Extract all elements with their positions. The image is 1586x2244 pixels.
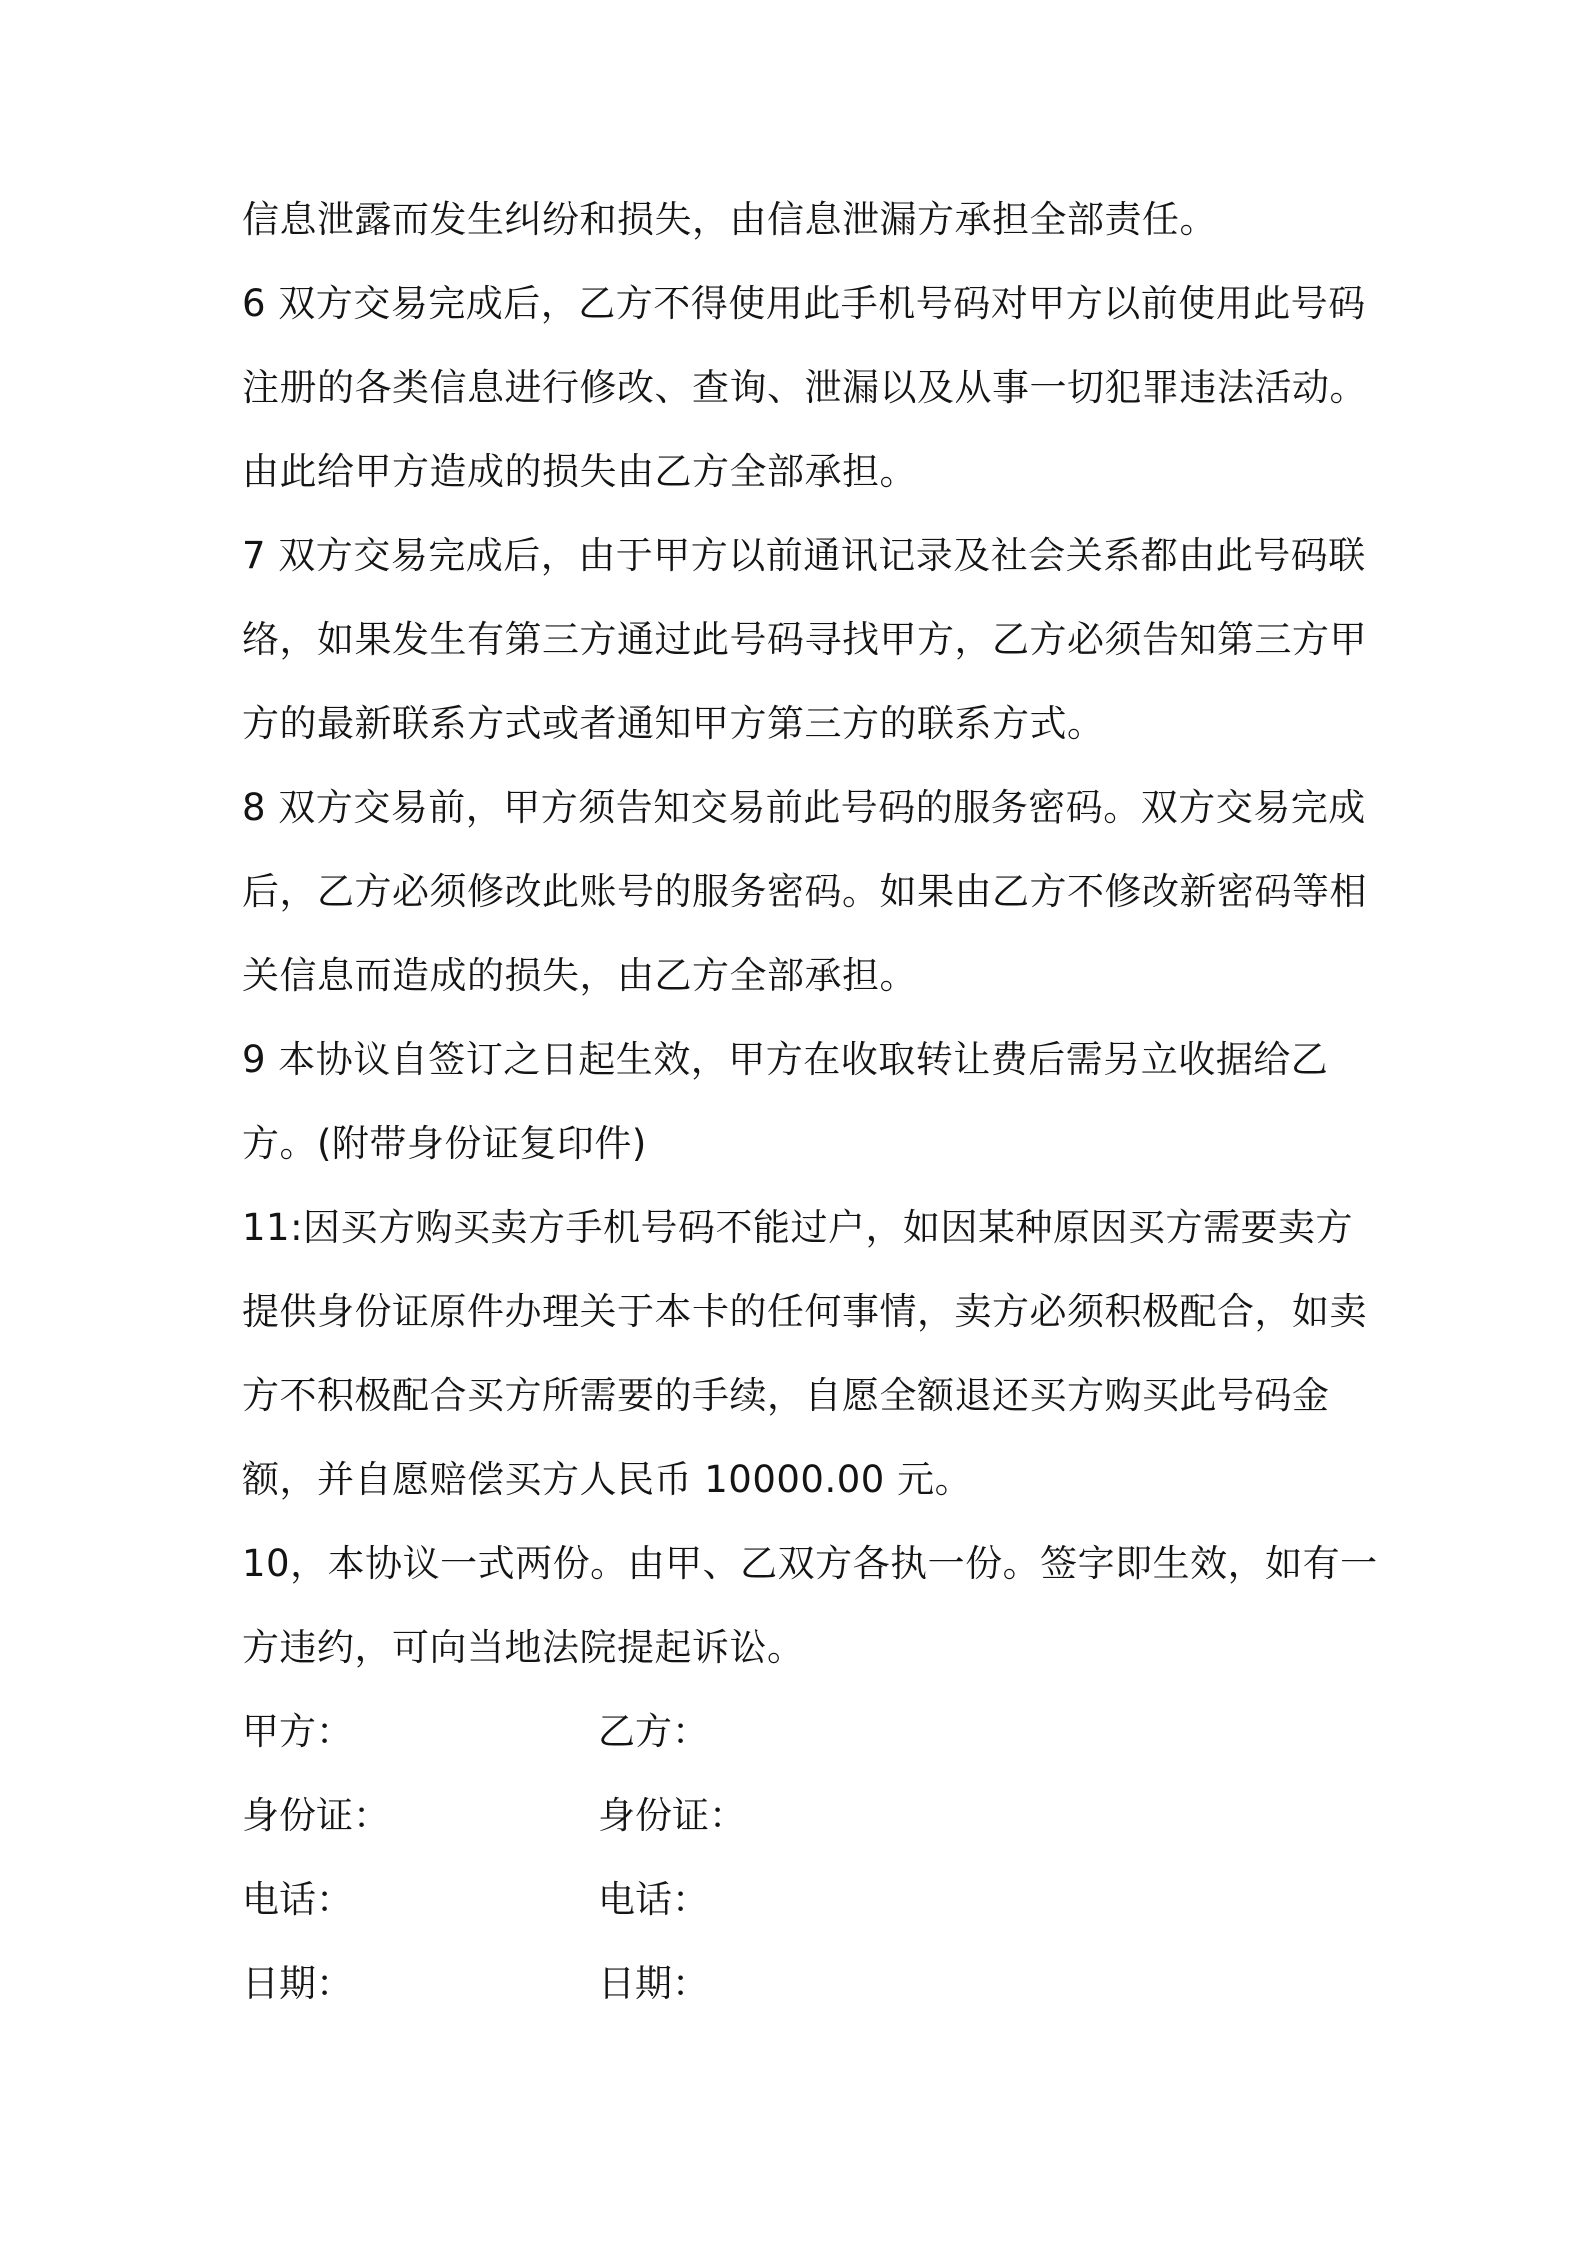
document-body [242,178,1378,2026]
signature-row-phone [242,1858,1362,1942]
text-line: 提供身份证原件办理关于本卡的任何事情，卖方必须积极配合，如卖 [242,1290,1367,1333]
party-b-id-label: 身份证： [598,1794,746,1837]
party-b-phone-label: 电话： [598,1878,709,1921]
text-line: 关信息而造成的损失，由乙方全部承担。 [242,954,917,997]
text-line: 后，乙方必须修改此账号的服务密码。如果由乙方不修改新密码等相 [242,870,1367,913]
text-line: 额，并自愿赔偿买方人民币 10000.00 元。 [242,1458,973,1501]
text-line: 络，如果发生有第三方通过此号码寻找甲方，乙方必须告知第三方甲 [242,618,1367,661]
text-line: 方。(附带身份证复印件) [242,1122,647,1165]
signature-row-id [242,1774,1362,1858]
text-line: 9 本协议自签订之日起生效，甲方在收取转让费后需另立收据给乙 [242,1038,1329,1081]
text-line: 信息泄露而发生纠纷和损失，由信息泄漏方承担全部责任。 [242,198,1217,241]
signature-row-name [242,1690,1362,1774]
text-line: 方不积极配合买方所需要的手续，自愿全额退还买方购买此号码金 [242,1374,1330,1417]
text-line: 7 双方交易完成后，由于甲方以前通讯记录及社会关系都由此号码联 [242,534,1366,577]
party-b-date-label: 日期： [598,1962,709,2005]
text-line: 6 双方交易完成后，乙方不得使用此手机号码对甲方以前使用此号码 [242,282,1366,325]
text-line: 10，本协议一式两份。由甲、乙双方各执一份。签字即生效，如有一 [242,1542,1378,1585]
text-line: 11:因买方购买卖方手机号码不能过户，如因某种原因买方需要卖方 [242,1206,1354,1249]
text-line: 注册的各类信息进行修改、查询、泄漏以及从事一切犯罪违法活动。 [242,366,1367,409]
text-line: 方违约，可向当地法院提起诉讼。 [242,1626,805,1669]
text-line: 方的最新联系方式或者通知甲方第三方的联系方式。 [242,702,1105,745]
party-a-id-label: 身份证： [242,1794,390,1837]
party-a-phone-label: 电话： [242,1878,353,1921]
text-line: 由此给甲方造成的损失由乙方全部承担。 [242,450,917,493]
text-line: 8 双方交易前，甲方须告知交易前此号码的服务密码。双方交易完成 [242,786,1366,829]
party-a-date-label: 日期： [242,1962,353,2005]
signature-row-date [242,1942,1362,2026]
party-a-label: 甲方： [242,1710,353,1753]
party-b-label: 乙方： [598,1710,709,1753]
